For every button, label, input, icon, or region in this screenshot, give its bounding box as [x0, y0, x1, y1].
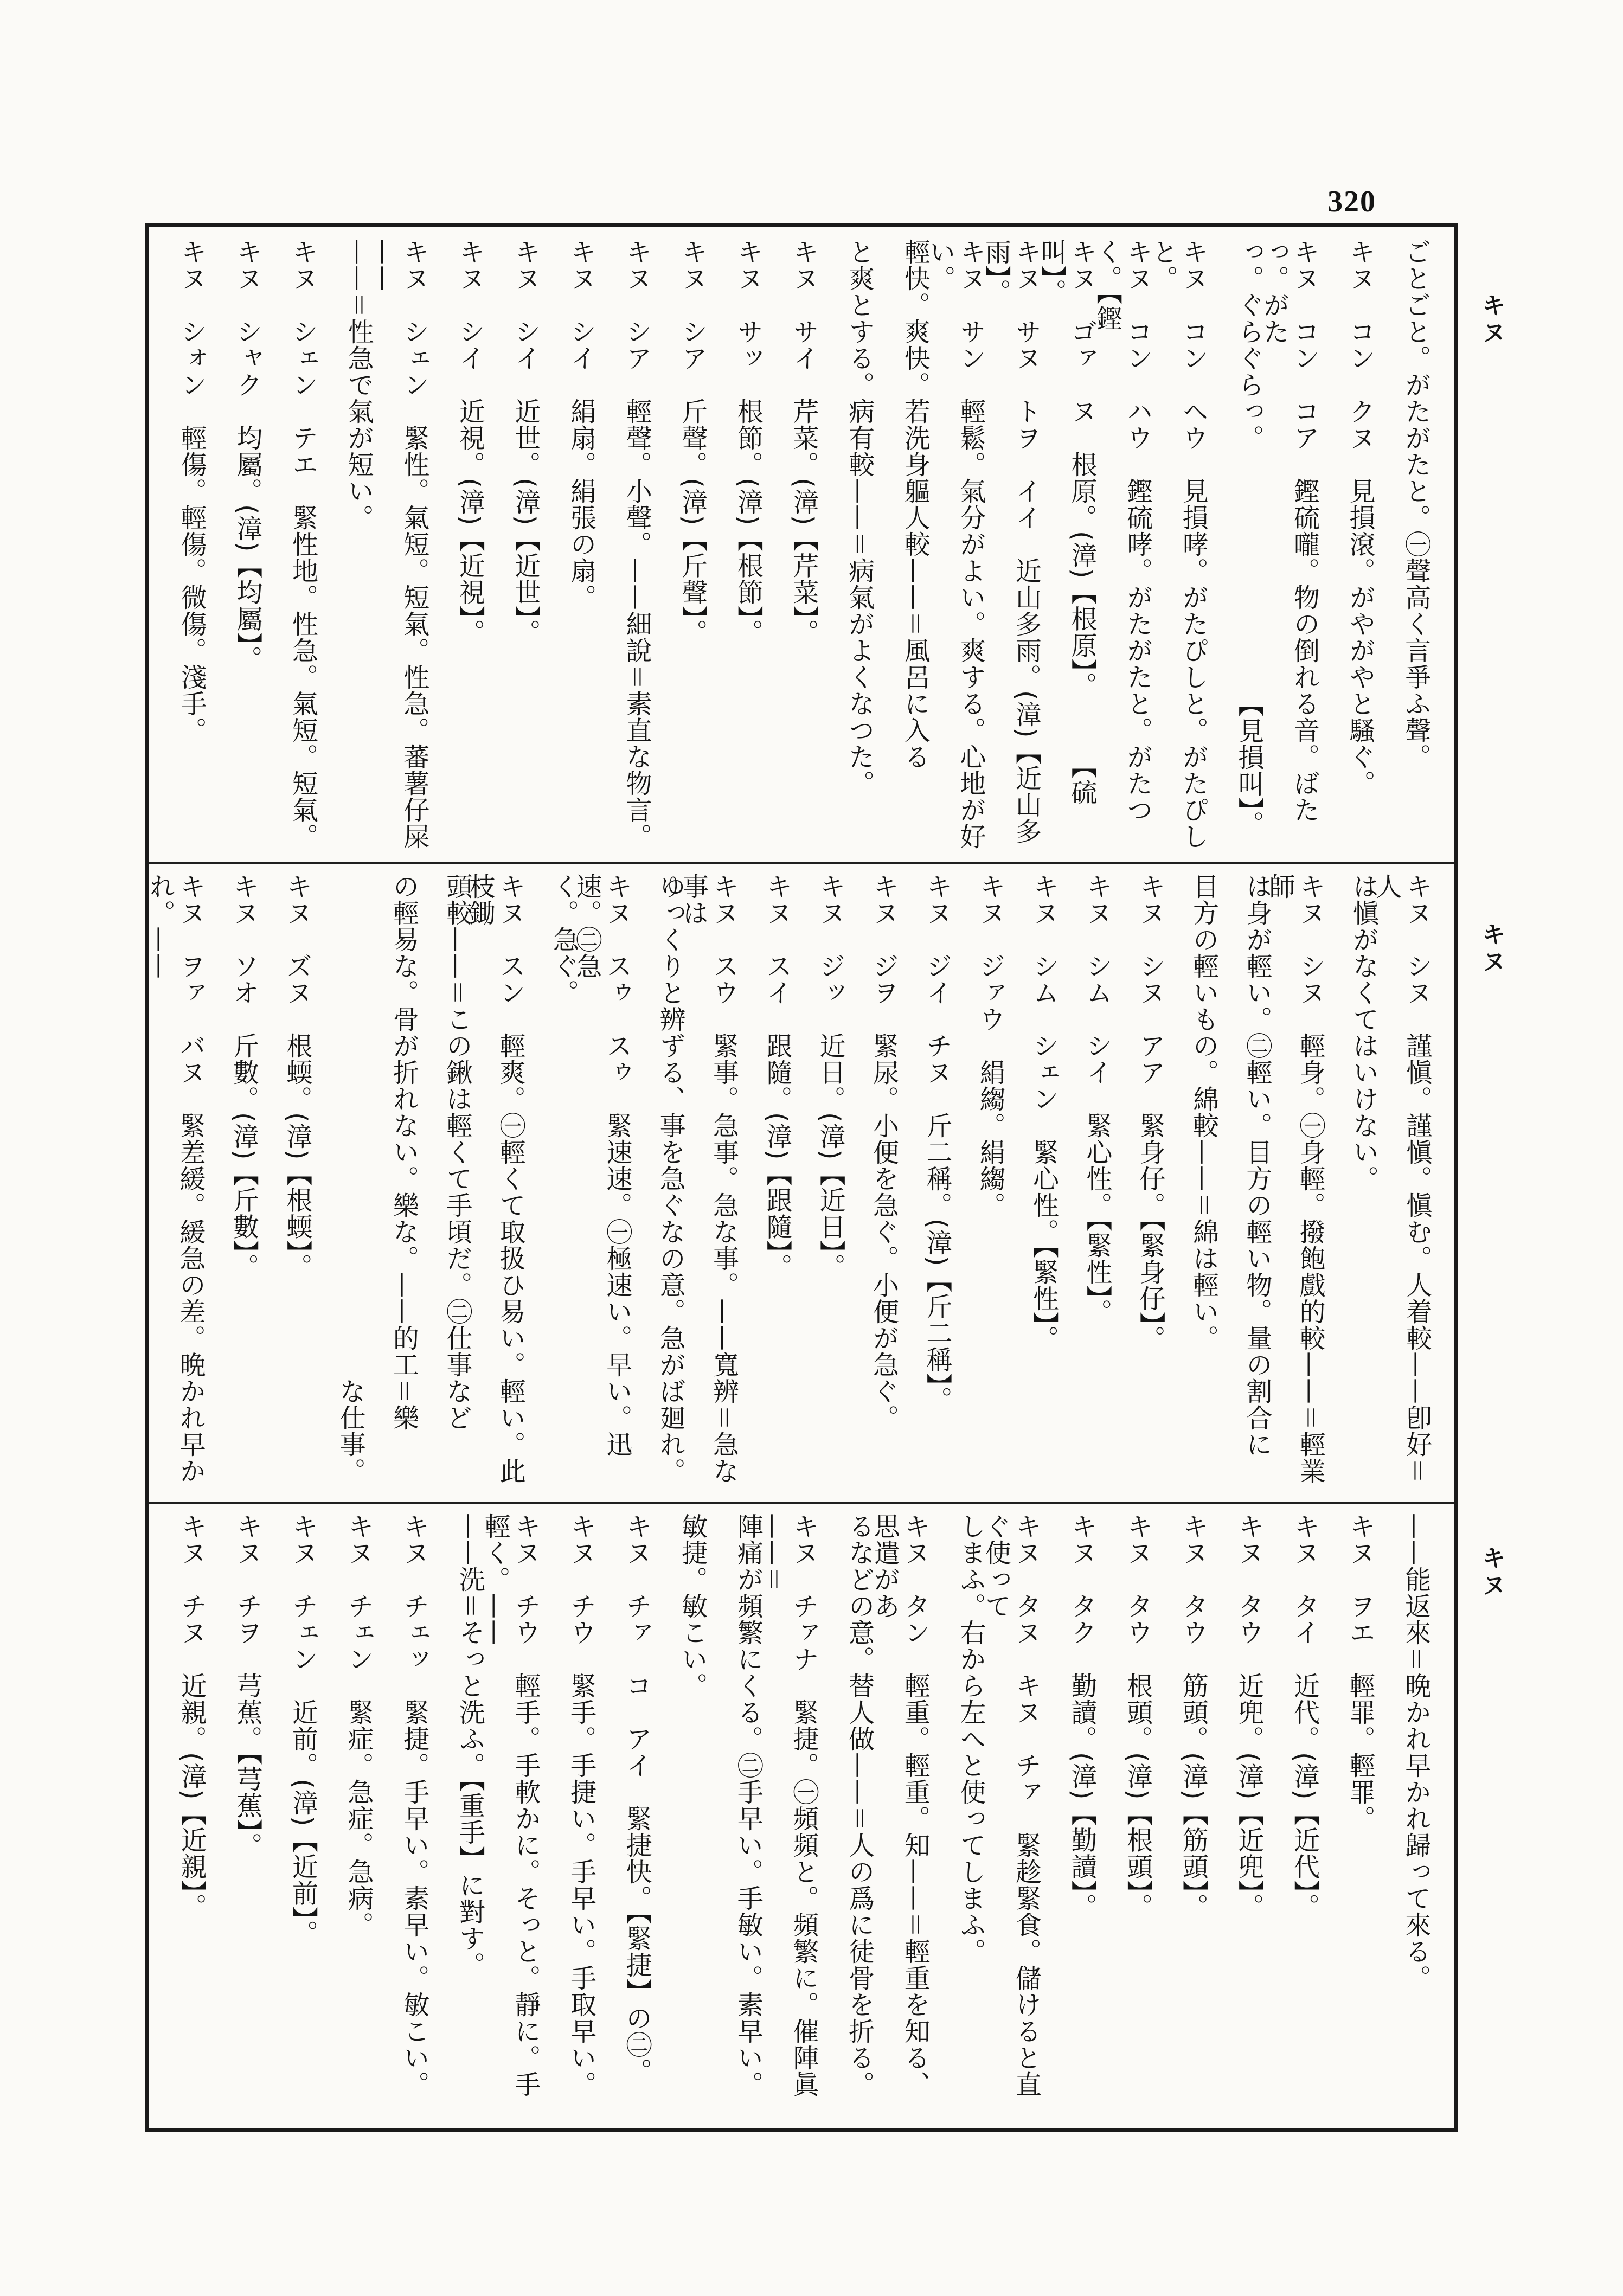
entry-headword-line: キヌ タウ 近兜。(漳)【近兜】。	[1233, 1513, 1264, 1920]
header-marker-top: キヌ	[1478, 293, 1505, 347]
entry-headword-line: キヌ タウ 筋頭。(漳)【筋頭】。	[1178, 1513, 1209, 1920]
entry-headword-line: キヌ スウ 緊事。急事。急な事。——寬辨＝急な事は	[678, 873, 739, 1485]
entry-headword-line: キヌ チェン 緊症。急症。急病。	[343, 1513, 374, 1938]
entry-headword-line: キヌ チウ 緊手。手捷い。手早い。手取早い。	[566, 1513, 596, 2098]
entry-headword-line: キヌ シヌ 謹愼。謹愼。愼む。人着較——卽好＝人	[1371, 873, 1432, 1485]
entry-headword-line: キヌ コン ヘウ 見損哮。がたぴしと。がたぴしと。	[1147, 239, 1209, 850]
entry-headword-line: キヌ ズヌ 根蝡。(漳)【根蝡】。	[281, 873, 312, 1280]
entry-headword-line: キヌ コン ハウ 鏗硫哮。がたがたと。がたつく。【鏗	[1092, 239, 1153, 823]
tier-divider	[149, 862, 1454, 864]
entry-headword-line: キヌ スゥ スゥ 緊速速。㊀極速い。早い。迅速。㊁急	[571, 873, 632, 1458]
entry-headword-line: キヌ チァ コ アイ 緊捷快。【緊捷】の㊁。	[621, 1513, 652, 2085]
entry-headword-line: キヌ シム シイ 緊心性。【緊性】。	[1081, 873, 1112, 1325]
entry-headword-line: キヌ コン クヌ 見損滾。がやがやと騷ぐ。	[1345, 239, 1376, 797]
entry-headword-line: キヌ サヌ トヲ イイ 近山多雨。(漳)【近山多雨】。	[980, 239, 1042, 845]
entry-headword-line: キヌ ジイ チヌ 斤二稱。(漳)【斤二稱】。	[921, 873, 952, 1413]
entry-continuation-line: ——能返來＝晩かれ早かれ歸って來る。	[1400, 1513, 1431, 1992]
entry-headword-line: キヌ コン コア 鏗硫嚨。物の倒れる音。ばたっ。がた	[1259, 239, 1320, 823]
entry-headword-line: キヌ タン 輕重。輕重。知——＝輕重を知る、思遣があ	[869, 1513, 931, 2098]
entry-continuation-line: ——洗＝そっと洗ふ。【重手】に對す。	[454, 1513, 485, 1979]
entry-headword-line: キヌ シイ 近視。(漳)【近視】。	[454, 239, 485, 646]
header-marker-bottom: キヌ	[1478, 1545, 1505, 1600]
entry-headword-line: キヌ ソオ 斤數。(漳)【斤數】。	[228, 873, 259, 1280]
entry-headword-line: キヌ シヌ 輕身。㊀身輕。撥飽戲的較——＝輕業師	[1265, 873, 1326, 1485]
entry-continuation-line: るなどの意。替人做——＝人の爲に徒骨を折る。	[844, 1513, 875, 2098]
entry-headword-line: キヌ シヌ アア 緊身仔。【緊身仔】。	[1135, 873, 1166, 1352]
dictionary-tier	[145, 873, 1442, 1494]
entry-continuation-line: 陣痛が頻繁にくる。㊁手早い。手敏い。素早い。	[733, 1513, 764, 2098]
entry-continuation-line: な仕事。	[335, 873, 366, 1484]
entry-headword-line: キヌ シア 斤聲。(漳)【斤聲】。	[677, 239, 708, 646]
entry-headword-line: キヌ シォン 輕傷。輕傷。微傷。淺手。	[176, 239, 207, 743]
entry-headword-line: キヌ チヲ 芎蕉。【芎蕉】。	[232, 1513, 262, 1859]
entry-headword-line: キヌ サン 輕鬆。氣分がよい。爽する。心地が好い。	[925, 239, 986, 850]
entry-headword-line: キヌ ゴァ ヌ 根原。(漳)【根原】。 【硫叫】。	[1036, 239, 1098, 806]
entry-headword-line: キヌ タウ 根頭。(漳)【根頭】。	[1122, 1513, 1153, 1920]
entry-continuation-line: ——＝性急で氣が短い。	[343, 239, 374, 531]
entry-headword-line: キヌ タヌ キヌ チァ 緊趁緊食。儲けると直ぐ使って	[980, 1513, 1042, 2098]
entry-continuation-line: は身が輕い。㊁輕い。目方の輕い物。量の割合に	[1241, 873, 1272, 1458]
entry-headword-line: キヌ シャク 均屬。(漳)【均屬】。	[232, 239, 262, 672]
entry-continuation-line: は愼がなくてはいけない。	[1348, 873, 1379, 1192]
entry-continuation-line: の輕易な。骨が折れない。樂な。——的工＝樂	[388, 873, 419, 1432]
entry-continuation-line: 頭較——＝この鍬は輕くて手頃だ。㊁仕事など	[441, 873, 472, 1432]
entry-headword-line: キヌ チェン 近前。(漳)【近前】。	[287, 1513, 318, 1947]
entry-continuation-line: 輕快。爽快。若洗身軀人較——＝風呂に入る	[900, 239, 931, 771]
entry-headword-line: キヌ タイ 近代。(漳)【近代】。	[1289, 1513, 1320, 1920]
entry-continuation-line: ごとごと。がたがたと。㊀聲高く言爭ふ聲。	[1400, 239, 1431, 770]
entry-headword-line: キヌ シイ 絹扇。絹張の扇。	[566, 239, 596, 611]
dictionary-tier	[163, 1513, 1442, 2120]
entry-headword-line: キヌ サイ 芹菜。(漳)【芹菜】。	[788, 239, 819, 646]
entry-headword-line: キヌ シア 輕聲。小聲。——細說＝素直な物言。	[621, 239, 652, 850]
entry-headword-line: キヌ シェン テエ 緊性地。性急。氣短。短氣。	[287, 239, 318, 850]
entry-headword-line: キヌ チヌ 近親。(漳)【近親】。	[176, 1513, 207, 1920]
entry-headword-line: キヌ ヲァ バヌ 緊差緩。緩急の差。晩かれ早かれ。——	[145, 873, 206, 1484]
entry-headword-line: キヌ チウ 輕手。手軟かに。そっと。靜に。手輕く。——	[479, 1513, 541, 2098]
tier-divider	[149, 1502, 1454, 1504]
entry-continuation-line: 目方の輕いもの。綿較——＝綿は輕い。	[1188, 873, 1219, 1352]
entry-headword-line: キヌ ジヲ 緊尿。小便を急ぐ。小便が急ぐ。	[868, 873, 899, 1431]
page-number: 320	[1327, 185, 1376, 219]
header-marker-middle: キヌ	[1478, 922, 1505, 976]
entry-headword-line: キヌ チァナ 緊捷。㊀頻頻と。頻繁に。催陣眞——＝	[758, 1513, 819, 2098]
entry-continuation-line: と爽とする。病有較——＝病氣がよくなつた。	[844, 239, 875, 797]
entry-continuation-line: 敏捷。敏こい。	[677, 1513, 708, 1699]
entry-headword-line: キヌ ジァウ 絹縐。絹縐。	[975, 873, 1006, 1218]
entry-continuation-line: く。急ぐ。	[548, 873, 579, 1006]
entry-headword-line: キヌ ジッ 近日。(漳)【近日】。	[815, 873, 846, 1280]
entry-headword-line: キヌ スイ 跟隨。(漳)【跟隨】。	[761, 873, 792, 1280]
entry-headword-line: キヌ ヲエ 輕罪。輕罪。	[1345, 1513, 1376, 1832]
dictionary-tier	[163, 239, 1442, 854]
entry-continuation-line: しまふ。右から左へと使ってしまふ。	[955, 1513, 986, 1965]
entry-headword-line: キヌ シイ 近世。(漳)【近世】。	[510, 239, 541, 646]
entry-continuation-line: ゆっくりと辨ずる、事を急ぐなの意。急がば廻れ。	[655, 873, 686, 1484]
entry-headword-line: キヌ スン 輕爽。㊀輕くて取扱ひ易い。輕い。此枝鋤	[465, 873, 526, 1484]
entry-continuation-line: っ。ぐらぐらっ。 【見損叫】。	[1233, 239, 1264, 837]
entry-headword-line: キヌ タク 勤讀。(漳)【勤讀】。	[1067, 1513, 1098, 1920]
entry-headword-line: キヌ サッ 根節。(漳)【根節】。	[733, 239, 764, 646]
entry-headword-line: キヌ シム シェン 緊心性。【緊性】。	[1028, 873, 1059, 1352]
entry-headword-line: キヌ シェン 緊性。氣短。短氣。性急。蕃薯仔屎——	[368, 239, 429, 850]
entry-headword-line: キヌ チェッ 緊捷。手早い。素早い。敏こい。	[399, 1513, 429, 2098]
